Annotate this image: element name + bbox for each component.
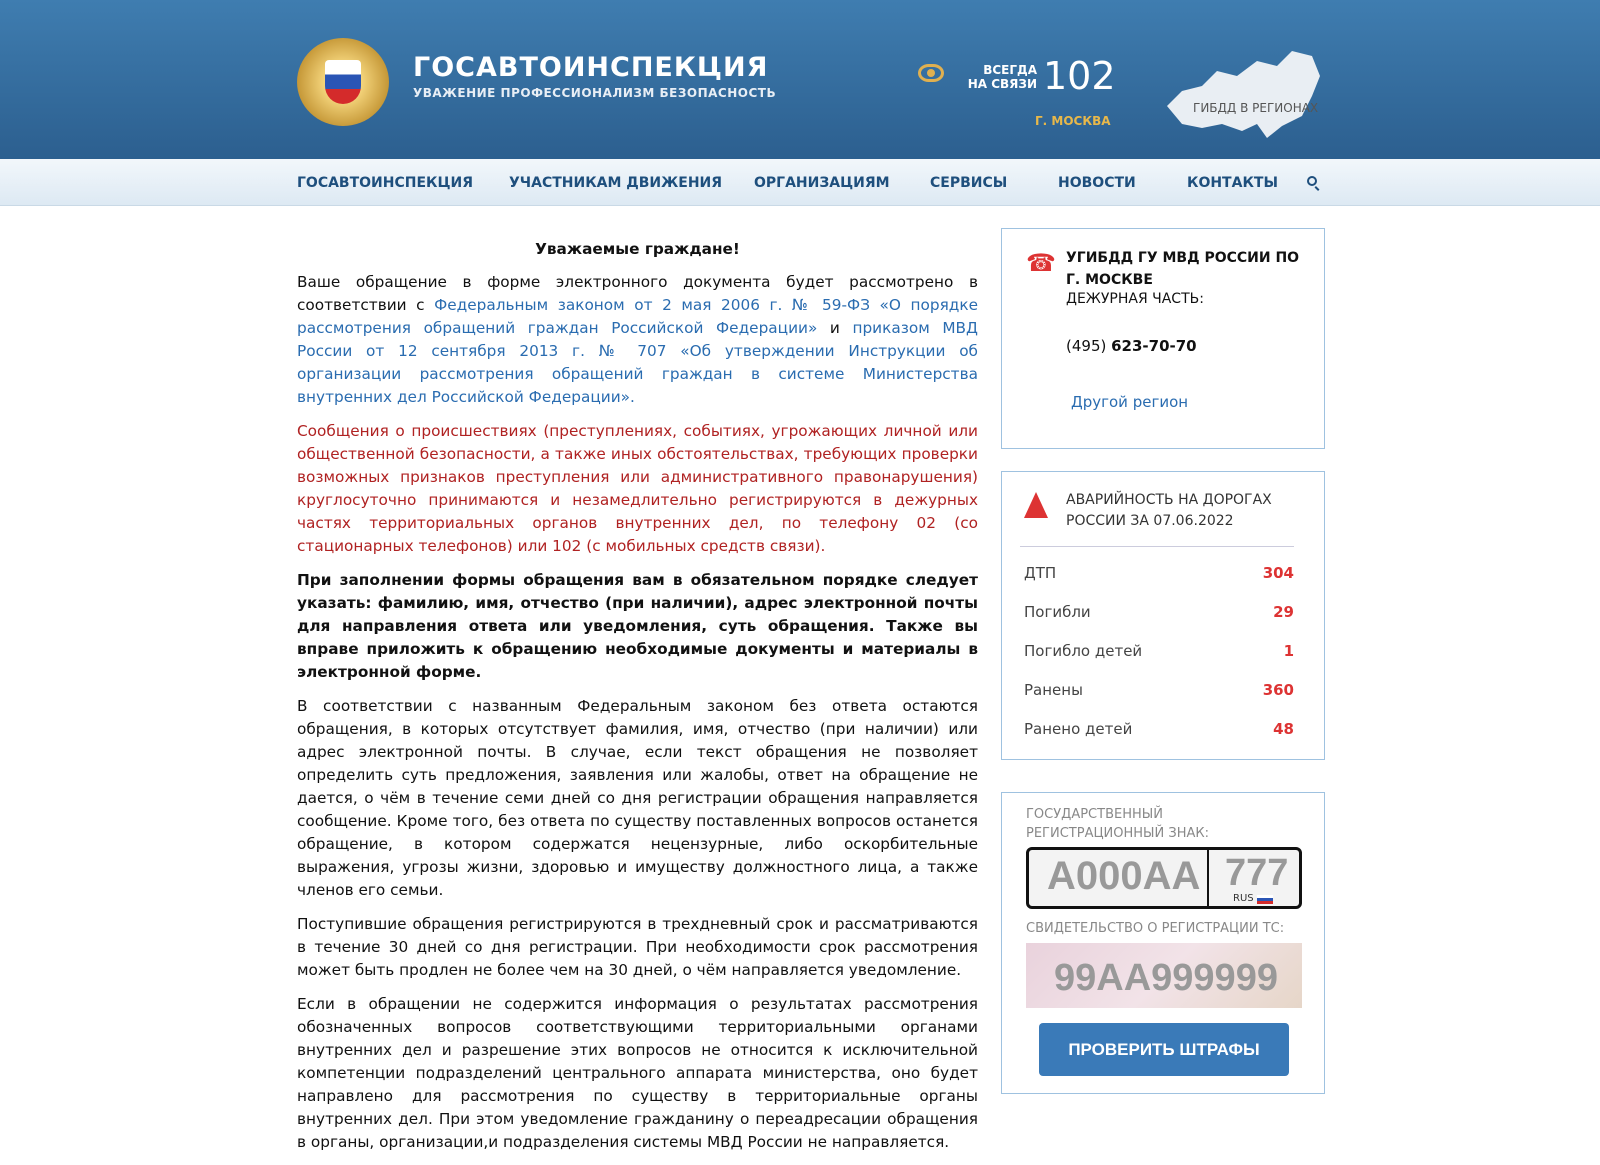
russia-map-icon[interactable] [1162,46,1322,141]
emergency-notice: Сообщения о происшествиях (преступлениях, событиях, угрожающих личной или общественной безопасности, а также иных обстоятельствах, требующих проверки возможных признаков преступления или административного правонарушения) круглосуточно принимаются и незамедлительно регистрируются в дежурных частях территориальных органов внутренних дел, по телефону 02 (со стационарных телефонов) или 102 (с мобильных средств связи). [297,422,978,555]
stat-label: Ранено детей [1024,720,1133,738]
stat-value: 48 [1273,720,1294,738]
stat-row [1024,603,1294,621]
no-answer-paragraph: В соответствии с названным Федеральным законом без ответа остаются обращения, в которых отсутствует фамилия, имя, отчество (при наличии) или адрес электронной почты. В случае, если текст обращения не позволяет определить суть предложения, заявления или жалобы, ответ на обращение не дается, о чём в течение семи дней со дня регистрации обращения направляется сообщение. Кроме того, без ответа по существу поставленных вопросов останется обращение, в котором содержатся нецензурные, либо оскорбительные выражения, угрозы жизни, здоровью и имуществу должностного лица, а также членов его семьи. [297,697,978,899]
nav-contacts[interactable]: КОНТАКТЫ [1187,175,1278,191]
cert-label: СВИДЕТЕЛЬСТВО О РЕГИСТРАЦИИ ТС: [1026,921,1285,936]
redirect-paragraph: Если в обращении не содержится информация о результатах рассмотрения обозначенных вопросов соответствующими территориальными органами внутренних дел и разрешение этих вопросов не относится к исключительной компетенции подразделений центрального аппарата министерства, оно будет направлено для рассмотрения по существу в территориальные органы внутренних дел. При этом уведомление гражданину о переадресации обращения в органы, организации,и подразделения системы МВД России не направляется. [297,995,978,1151]
stat-row [1024,642,1294,660]
fines-check-box [1001,792,1325,1094]
stat-label: Погибло детей [1024,642,1143,660]
plate-input[interactable] [1026,847,1302,909]
stat-row [1024,681,1294,699]
phone-icon: ☎ [1026,249,1056,277]
accessibility-eye-icon[interactable] [918,64,944,82]
regions-link[interactable]: ГИБДД В РЕГИОНАХ [1193,101,1319,115]
plate-divider [1207,850,1209,906]
nav-gosavtoinspektsiya[interactable]: ГОСАВТОИНСПЕКЦИЯ [297,175,473,191]
contact-box [1001,228,1325,449]
nav-services[interactable]: СЕРВИСЫ [930,175,1008,191]
cert-placeholder: 99АА999999 [1054,957,1278,999]
plate-number-placeholder: А000АА [1047,854,1201,898]
emergency-phone: 102 [1043,54,1116,98]
stat-label: Погибли [1024,603,1091,621]
always-line-1: ВСЕГДА [983,63,1037,77]
page-heading: Уважаемые граждане! [535,240,740,258]
search-icon[interactable] [1307,176,1317,186]
cert-input[interactable] [1026,943,1302,1008]
site-title[interactable]: ГОСАВТОИНСПЕКЦИЯ [413,52,769,83]
russia-flag-icon [1257,895,1273,904]
other-region-link[interactable]: Другой регион [1071,393,1189,411]
contact-org: УГИБДД ГУ МВД РОССИИ ПО Г. МОСКВЕ [1066,250,1300,288]
required-fields-notice: При заполнении формы обращения вам в обязательном порядке следует указать: фамилию, имя, отчество (при наличии), адрес электронной почты для направления ответа или уведомления, суть обращения. Также вы вправе приложить к обращению необходимые документы и материалы в электронной форме. [297,571,978,681]
intro-and: и [817,319,853,337]
duty-phone [1066,337,1197,355]
intro-text: Ваше обращение в форме электронного документа будет рассмотрено в соответствии с [297,273,978,314]
duty-label: ДЕЖУРНАЯ ЧАСТЬ: [1066,291,1204,307]
stat-label: Ранены [1024,681,1083,699]
stat-row [1024,564,1294,582]
divider [1020,546,1294,547]
main-nav [0,159,1600,206]
gibdd-emblem-logo[interactable] [297,38,389,126]
main-content [297,238,978,1165]
accident-stats-box [1001,471,1325,760]
stats-title: АВАРИЙНОСТЬ НА ДОРОГАХ РОССИИ ЗА 07.06.2022 [1066,492,1272,529]
registration-paragraph: Поступившие обращения регистрируются в трехдневный срок и рассматриваются в течение 30 дней со дня регистрации. При необходимости срок рассмотрения может быть продлен не более чем на 30 дней, о чём направляется уведомление. [297,915,978,979]
always-line-2: НА СВЯЗИ [967,77,1037,91]
nav-participants[interactable]: УЧАСТНИКАМ ДВИЖЕНИЯ [509,175,723,191]
stat-value: 360 [1262,681,1294,699]
stat-value: 1 [1283,642,1294,660]
plate-label: ГОСУДАРСТВЕННЫЙ РЕГИСТРАЦИОННЫЙ ЗНАК: [1026,807,1209,841]
stat-value: 29 [1273,603,1294,621]
plate-region-placeholder: 777 [1225,852,1289,894]
traffic-cone-icon [1024,492,1048,518]
always-connected-label [955,63,1037,91]
federal-law-link[interactable]: Федеральным законом от 2 мая 2006 г. № 59-ФЗ «О порядке рассмотрения обращений граждан Российской Федерации» [297,296,978,337]
stat-value: 304 [1262,564,1294,582]
flag-shield-icon [325,60,361,104]
city-selector[interactable]: Г. МОСКВА [1035,114,1111,128]
site-header [0,0,1600,159]
nav-organizations[interactable]: ОРГАНИЗАЦИЯМ [754,175,890,191]
intro-paragraph [297,271,978,409]
rus-label: RUS [1233,893,1254,904]
stat-row [1024,720,1294,738]
site-slogan: УВАЖЕНИЕ ПРОФЕССИОНАЛИЗМ БЕЗОПАСНОСТЬ [413,86,777,100]
check-fines-button[interactable]: ПРОВЕРИТЬ ШТРАФЫ [1039,1023,1289,1076]
mvd-order-link[interactable]: приказом МВД России от 12 сентября 2013 г. № 707 «Об утверждении Инструкции об организации рассмотрения обращений граждан в системе Министерства внутренних дел Российской Федерации». [297,319,979,406]
stat-label: ДТП [1024,564,1057,582]
nav-news[interactable]: НОВОСТИ [1058,175,1136,191]
phone-code: (495) [1066,337,1112,355]
phone-number: 623-70-70 [1111,337,1197,355]
